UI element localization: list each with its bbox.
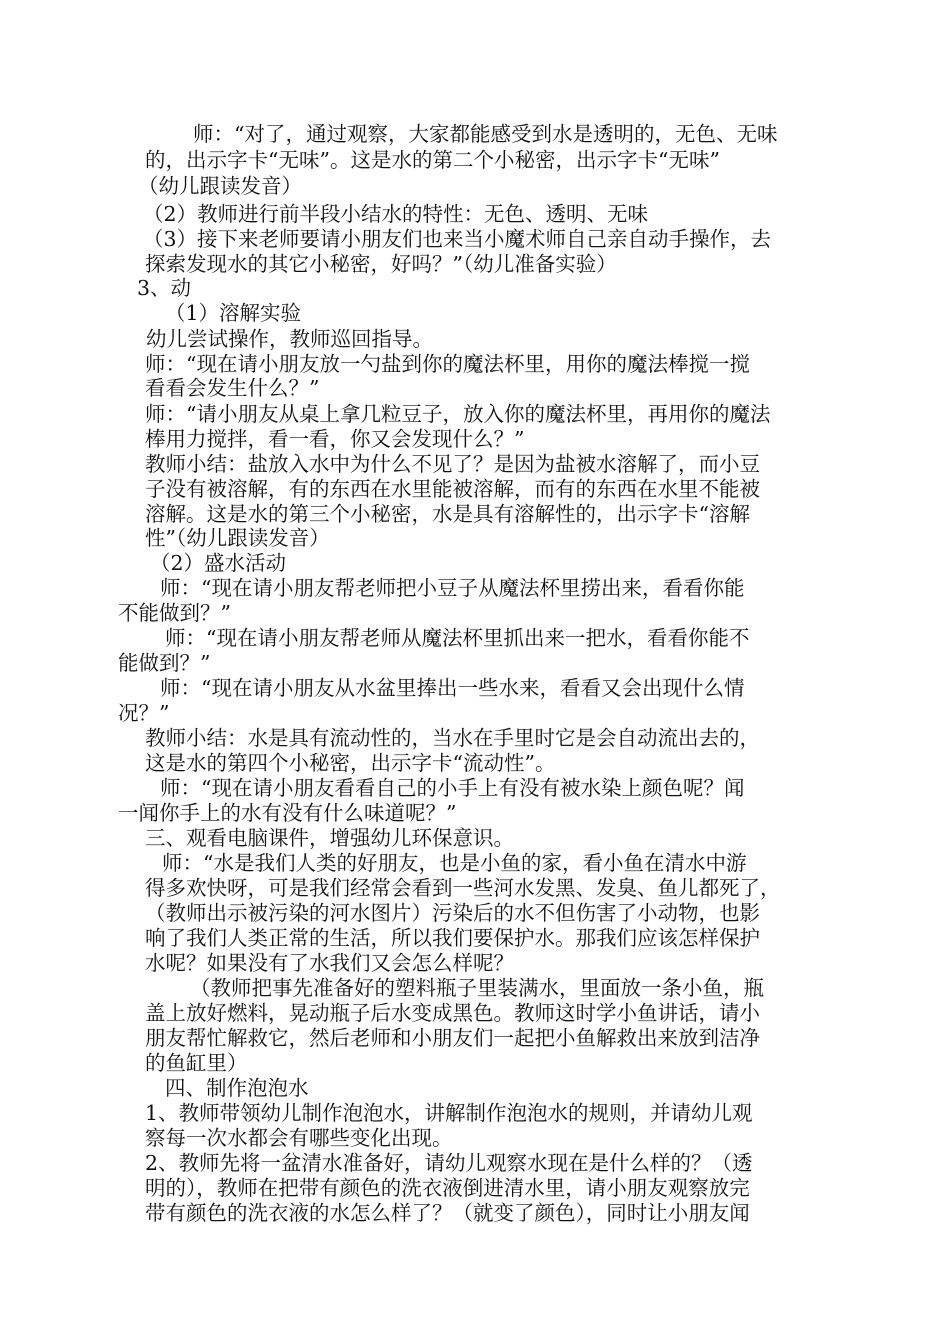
text-line: （幼儿跟读发音）: [138, 174, 302, 198]
text-line: 教师小结：水是具有流动性的，当水在手里时它是会自动流出去的，: [145, 726, 760, 750]
text-line: 响了我们人类正常的生活，所以我们要保护水。那我们应该怎样保护: [145, 926, 760, 950]
text-line: 师：“现在请小朋友从水盆里捧出一些水来，看看又会出现什么情: [160, 676, 745, 700]
text-line: 水呢？如果没有了水我们又会怎么样呢？: [145, 951, 514, 975]
text-line: 师：“水是我们人类的好朋友，也是小鱼的家，看小鱼在清水中游: [162, 851, 747, 875]
section-heading: 三、观看电脑课件，增强幼儿环保意识。: [145, 826, 514, 850]
text-line: 盖上放好燃料，晃动瓶子后水变成黑色。教师这时学小鱼讲话，请小: [145, 1001, 760, 1025]
text-line: 能做到？”: [118, 651, 211, 675]
section-heading: 3、动: [137, 276, 192, 300]
text-line: 这是水的第四个小秘密，出示字卡“流动性”。: [145, 751, 556, 775]
text-line: 察每一次水都会有哪些变化出现。: [145, 1126, 453, 1150]
text-line: 性”（幼儿跟读发音）: [145, 526, 330, 550]
subsection-heading: （1）溶解实验: [165, 301, 302, 325]
text-line: 不能做到？”: [118, 601, 231, 625]
subsection-heading: （2）盛水活动: [150, 551, 287, 575]
text-line: 的，出示字卡“无味”。这是水的第二个小秘密，出示字卡“无味”: [145, 148, 720, 172]
text-line: （3）接下来老师要请小朋友们也来当小魔术师自己亲自动手操作，去: [143, 227, 772, 251]
text-line: 师：“现在请小朋友帮老师从魔法杯里抓出来一把水，看看你能不: [165, 626, 750, 650]
section-heading: 四、制作泡泡水: [165, 1076, 309, 1100]
text-line: 带有颜色的洗衣液的水怎么样了？（就变了颜色），同时让小朋友闻: [145, 1201, 750, 1225]
text-line: 幼儿尝试操作，教师巡回指导。: [146, 327, 433, 351]
text-line: 明的），教师在把带有颜色的洗衣液倒进清水里，请小朋友观察放完: [145, 1176, 750, 1200]
text-line: 1、教师带领幼儿制作泡泡水，讲解制作泡泡水的规则，并请幼儿观: [145, 1101, 753, 1125]
text-line: 况？”: [118, 701, 170, 725]
text-line: 师：“现在请小朋友放一勺盐到你的魔法杯里，用你的魔法棒搅一搅: [145, 352, 750, 376]
text-line: 探索发现水的其它小秘密，好吗？”（幼儿准备实验）: [145, 252, 617, 276]
text-line: 子没有被溶解，有的东西在水里能被溶解，而有的东西在水里不能被: [145, 477, 760, 501]
text-line: 看看会发生什么？”: [145, 376, 320, 400]
text-line: 朋友帮忙解救它，然后老师和小朋友们一起把小鱼解救出来放到洁净: [145, 1026, 760, 1050]
text-line: 棒用力搅拌，看一看，你又会发现什么？”: [145, 427, 525, 451]
text-line: （教师出示被污染的河水图片）污染后的水不但伤害了小动物，也影: [145, 901, 760, 925]
text-line: （2）教师进行前半段小结水的特性：无色、透明、无味: [143, 202, 649, 226]
text-line: 一闻你手上的水有没有什么味道呢？”: [118, 801, 457, 825]
text-line: 师：“对了，通过观察，大家都能感受到水是透明的，无色、无味: [193, 122, 778, 146]
text-line: （教师把事先准备好的塑料瓶子里装满水，里面放一条小鱼，瓶: [190, 976, 764, 1000]
text-line: 的鱼缸里）: [145, 1051, 248, 1075]
text-line: 师：“现在请小朋友看看自己的小手上有没有被水染上颜色呢？闻: [160, 776, 745, 800]
text-line: 得多欢快呀，可是我们经常会看到一些河水发黑、发臭、鱼儿都死了，: [145, 876, 781, 900]
text-line: 2、教师先将一盆清水准备好，请幼儿观察水现在是什么样的？（透: [145, 1151, 753, 1175]
text-line: 师：“现在请小朋友帮老师把小豆子从魔法杯里捞出来，看看你能: [160, 576, 745, 600]
text-line: 师：“请小朋友从桌上拿几粒豆子，放入你的魔法杯里，再用你的魔法: [145, 402, 771, 426]
text-line: 溶解。这是水的第三个小秘密，水是具有溶解性的，出示字卡“溶解: [145, 502, 750, 526]
text-line: 教师小结：盐放入水中为什么不见了？是因为盐被水溶解了，而小豆: [145, 452, 760, 476]
